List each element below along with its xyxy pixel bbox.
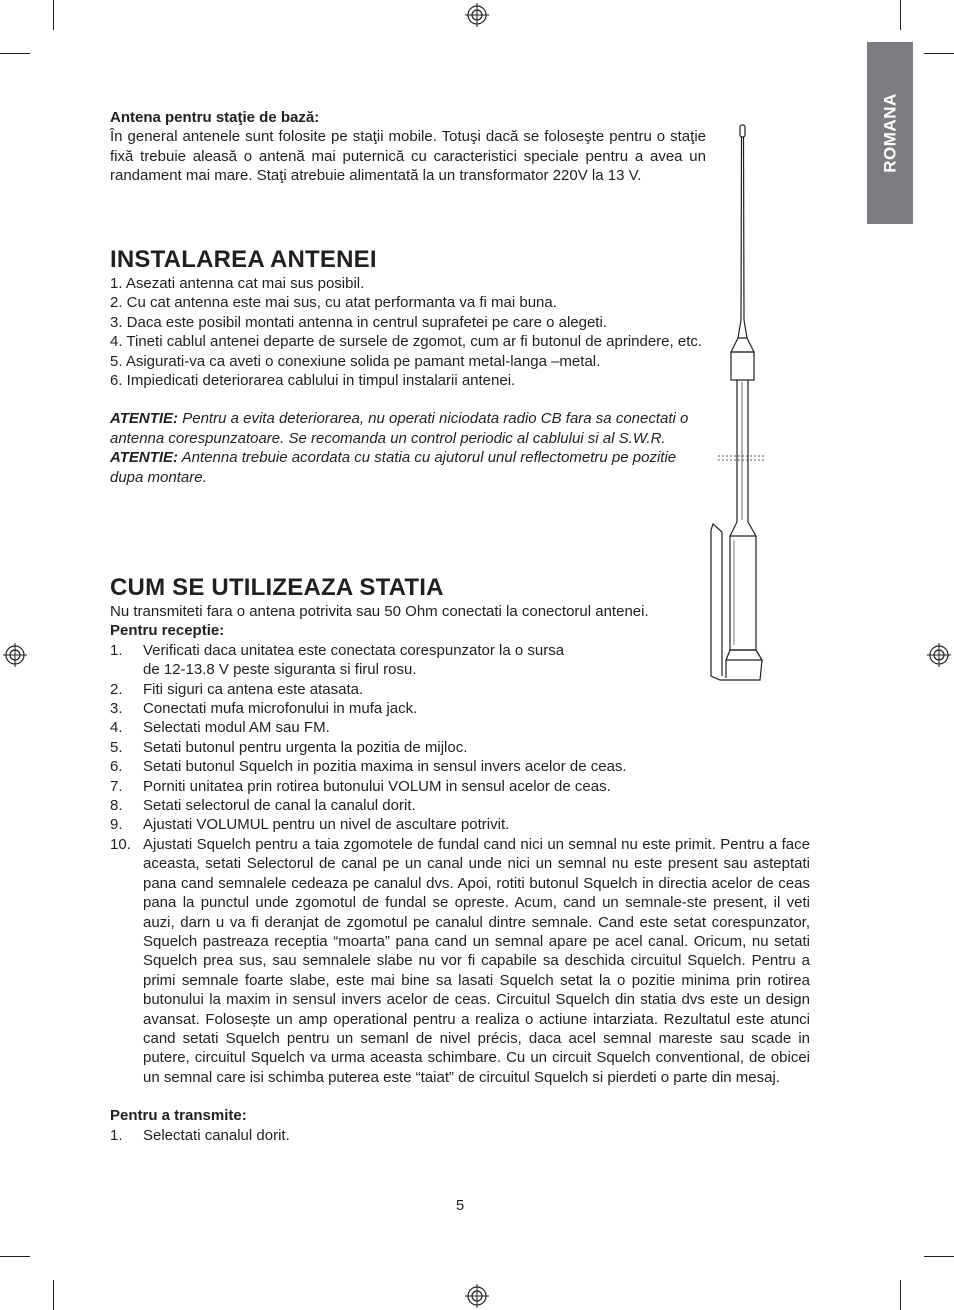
item-text: Conectati mufa microfonului in mufa jack. [143,700,418,718]
item-number: 9. [110,816,123,834]
transmit-list [110,1126,810,1145]
receive-title: Pentru receptie: [110,622,225,640]
crop-mark [0,53,30,54]
item-number: 5. [110,738,123,756]
item-text: Verificati daca unitatea este conectata corespunzator la o sursa [143,641,565,659]
registration-mark-icon [465,1284,489,1308]
list-item [110,1126,810,1145]
crop-mark [924,53,954,54]
warning-text: Antenna trebuie acordata cu statia cu ajutorul unul reflectometru pe pozitie dupa montare. [110,449,677,486]
item-number: 8. [110,797,123,815]
usage-heading: CUM SE UTILIZEAZA STATIA [110,574,444,601]
item-text: Setati selectorul de canal la canalul dorit. [143,797,416,815]
crop-mark [53,1280,54,1310]
list-item [110,641,810,680]
item-text: Ajustati Squelch pentru a taia zgomotele de fundal cand nici un semnal nu este primit. Pentru a face aceasta, setati Selectorul de canal pe un canal unde nici un semnal nu este present sau asteptati pana cand semnalele cedeaza pe canalul dvs. Apoi, rotiti butonul Squelch in directia acelor de ceas pana la punctul unde zgomotul de fundal se opreste. Acum, cand un semnale-ste present, il veti auzi, darn u va fi deranjat de zgomotul pe canalul dintre semnale. Cand este setat corespunzator, Squelch pastreaza receptia “moarta” pana cand un semnal apare pe acel canal. Oricum, nu setati Squelch prea sus, sau semnalele slabe nu vor fi capabile sa deschida circuitul Squelch. Pentru a primi semnale foarte slabe, este mai bine sa lasati Squelch setat la o pozitie minima prin rotirea butonului la maxim in sensul invers acelor de ceas. Circuitul Squelch din statia dvs este un design avansat. Folosește un amp operational pentru a realiza o actiune intarziata. Rezultatul este atunci cand setati Squelch pentru un semanl de nivel précis, daca acel semnal mareste sau scade in putere, circuitul Squelch va urma aceasta schimbare. Cu un circuit Squelch conventional, de obicei un semnal care isi schimba puterea este “taiat” de circuitul Squelch si pierdeti o parte din mesaj. [143,835,810,1086]
install-heading: INSTALAREA ANTENEI [110,246,377,273]
install-list [110,274,710,390]
item-number: 2. [110,680,123,698]
item-number: 6. [110,758,123,776]
list-item [110,757,810,776]
list-item: 4. Tineti cablul antenei departe de sursele de zgomot, cum ar fi butonul de aprindere, etc. [110,333,703,351]
item-text: Setati butonul pentru urgenta la pozitia de mijloc. [143,738,468,756]
warning-note [110,448,706,487]
list-item [110,680,810,699]
item-number: 3. [110,700,123,718]
crop-mark [900,0,901,30]
list-item [110,815,810,834]
page-number: 5 [455,1197,465,1214]
warning-note [110,409,706,448]
intro-body: În general antenele sunt folosite pe staţii mobile. Totuşi dacă se foloseşte pentru o staţie fixă trebuie aleasă o antenă mai puternică cu caracteristici speciale pentru a avea un randament mai mare. Staţi atrebuie alimentată la un transformator 220V la 13 V. [110,128,706,185]
list-item: 3. Daca este posibil montati antenna in centrul suprafetei pe care o alegeti. [110,313,607,331]
list-item: 5. Asigurati-va ca aveti o conexiune solida pe pamant metal-langa –metal. [110,352,601,370]
item-text: Selectati canalul dorit. [143,1126,290,1144]
item-number: 4. [110,719,123,737]
registration-mark-icon [465,3,489,27]
receive-list [110,641,810,1087]
list-item [110,796,810,815]
list-item [110,718,810,737]
warning-label: ATENTIE: [110,449,179,467]
intro-section [110,108,706,186]
item-number: 1. [110,1126,123,1144]
warning-label: ATENTIE: [110,410,179,428]
item-number: 10. [110,835,131,853]
item-text: de 12-13.8 V peste siguranta si firul rosu. [143,661,417,679]
crop-mark [53,0,54,30]
registration-mark-icon [927,643,951,667]
language-tab [867,42,913,224]
item-text: Porniti unitatea prin rotirea butonului VOLUM in sensul acelor de ceas. [143,777,611,795]
crop-mark [924,1256,954,1257]
list-item [110,699,810,718]
list-item [110,835,810,1087]
item-number: 7. [110,777,123,795]
intro-title: Antena pentru staţie de bază: [110,109,320,126]
transmit-title: Pentru a transmite: [110,1107,247,1125]
list-item [110,738,810,757]
item-text: Fiti siguri ca antena este atasata. [143,680,364,698]
list-item [110,777,810,796]
item-text: Ajustati VOLUMUL pentru un nivel de ascultare potrivit. [143,816,510,834]
warning-text: Pentru a evita deteriorarea, nu operati niciodata radio CB fara sa conectati o antenna corespunzatoare. Se recomanda un control periodic al cablului si al S.W.R. [110,410,689,447]
item-text: Selectati modul AM sau FM. [143,719,330,737]
language-tab-label: ROMANA [880,93,900,173]
list-item: 2. Cu cat antenna este mai sus, cu atat performanta va fi mai buna. [110,294,557,312]
usage-intro: Nu transmiteti fara o antena potrivita sau 50 Ohm conectati la conectorul antenei. [110,603,649,620]
usage-section [110,574,810,1145]
item-text: Setati butonul Squelch in pozitia maxima in sensul invers acelor de ceas. [143,758,627,776]
list-item: 1. Asezati antenna cat mai sus posibil. [110,275,365,292]
install-section [110,246,710,487]
crop-mark [0,1256,30,1257]
registration-mark-icon [3,643,27,667]
list-item: 6. Impiedicati deteriorarea cablului in timpul instalarii antenei. [110,372,516,390]
item-number: 1. [110,641,123,659]
crop-mark [900,1280,901,1310]
